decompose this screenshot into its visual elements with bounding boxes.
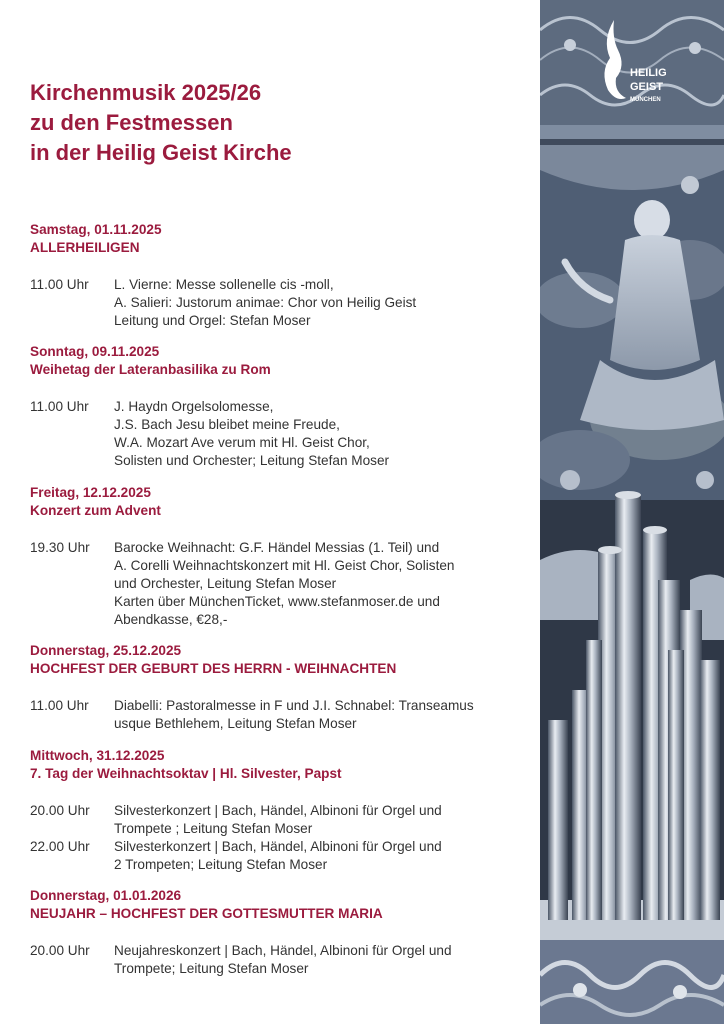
program-time: 22.00 Uhr [30,839,90,854]
program-description [114,942,535,978]
event-date: Donnerstag, 01.01.2026 [30,888,182,903]
logo-line-3: MÜNCHEN [630,97,661,103]
program-line: L. Vierne: Messe sollenelle cis -moll, [114,277,334,292]
program-line: Solisten und Orchester; Leitung Stefan Moser [114,453,390,468]
page-title [30,78,292,168]
program-line: 2 Trompeten; Leitung Stefan Moser [114,857,328,872]
program-line: Diabelli: Pastoralmesse in F und J.I. Schnabel: Transeamus [114,698,474,713]
organ-fresco-image [540,0,724,1024]
program-line: Silvesterkonzert | Bach, Händel, Albinoni für Orgel und [114,839,442,854]
event-feast: Weihetag der Lateranbasilika zu Rom [30,361,271,377]
program-line: Trompete; Leitung Stefan Moser [114,961,309,976]
program-time: 11.00 Uhr [30,277,89,292]
event-date: Samstag, 01.11.2025 [30,222,162,237]
program-description [114,398,535,470]
program-line: J. Haydn Orgelsolomesse, [114,399,274,414]
program-description [114,838,535,874]
event-feast: ALLERHEILIGEN [30,239,140,255]
program-time: 20.00 Uhr [30,943,90,958]
program-line: Leitung und Orgel: Stefan Moser [114,313,311,328]
logo-line-1: HEILIG [630,67,667,79]
event-feast: HOCHFEST DER GEBURT DES HERRN - WEIHNACHTEN [30,660,397,676]
event-allerheiligen [30,221,535,330]
event-date: Donnerstag, 25.12.2025 [30,643,182,658]
program-line: J.S. Bach Jesu bleibet meine Freude, [114,417,340,432]
program-line: Karten über MünchenTicket, www.stefanmoser.de und [114,594,440,609]
program-item [30,838,535,874]
program-time: 11.00 Uhr [30,399,89,414]
program-item [30,276,535,330]
program-line: usque Bethlehem, Leitung Stefan Moser [114,716,357,731]
logo-line-2: GEIST [630,81,664,93]
program-description [114,276,535,330]
event-date: Sonntag, 09.11.2025 [30,344,160,359]
title-line-3: in der Heilig Geist Kirche [30,140,292,165]
program-line: A. Salieri: Justorum animae: Chor von Heilig Geist [114,295,417,310]
title-line-1: Kirchenmusik 2025/26 [30,80,262,105]
program-line: A. Corelli Weihnachtskonzert mit Hl. Geist Chor, Solisten [114,558,455,573]
stucco-ornament-bottom [540,940,724,1024]
program-line: Barocke Weihnacht: G.F. Händel Messias (1. Teil) und [114,540,440,555]
program-time: 20.00 Uhr [30,803,90,818]
program-description [114,697,535,733]
fresco-painting [540,145,724,500]
program-description [114,539,535,629]
event-feast: NEUJAHR – HOCHFEST DER GOTTESMUTTER MARIA [30,905,383,921]
program-item [30,539,535,629]
program-item [30,697,535,733]
program-item [30,398,535,470]
title-line-2: zu den Festmessen [30,110,233,135]
event-silvester [30,747,535,874]
program-item [30,802,535,838]
program-line: Neujahreskonzert | Bach, Händel, Albinoni für Orgel und [114,943,452,958]
program-description [114,802,535,838]
event-date: Freitag, 12.12.2025 [30,485,151,500]
program-line: Abendkasse, €28,- [114,612,228,627]
program-time: 11.00 Uhr [30,698,89,713]
program-item [30,942,535,978]
event-weihnachten [30,642,535,733]
program-line: Trompete ; Leitung Stefan Moser [114,821,313,836]
event-lateranbasilika [30,343,535,470]
event-advent-concert [30,484,535,629]
event-feast: Konzert zum Advent [30,502,161,518]
event-neujahr [30,887,535,978]
church-photo-strip [540,0,724,1024]
program-line: W.A. Mozart Ave verum mit Hl. Geist Chor, [114,435,370,450]
program-time: 19.30 Uhr [30,540,90,555]
event-feast: 7. Tag der Weihnachtsoktav | Hl. Silvester, Papst [30,765,342,781]
program-line: und Orchester, Leitung Stefan Moser [114,576,337,591]
event-date: Mittwoch, 31.12.2025 [30,748,165,763]
program-line: Silvesterkonzert | Bach, Händel, Albinoni für Orgel und [114,803,442,818]
